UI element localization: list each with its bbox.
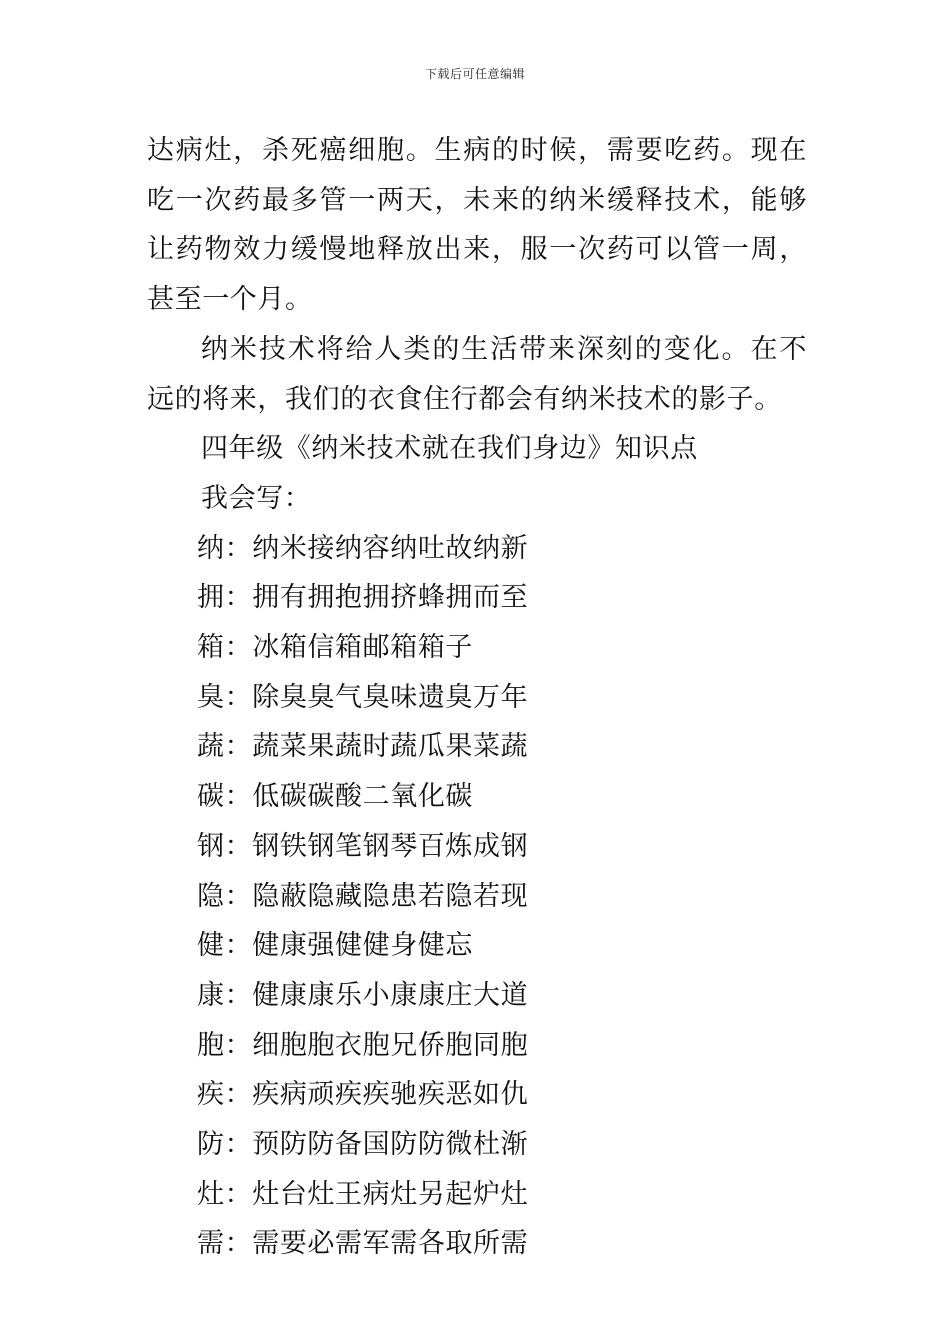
vocab-words: 细胞胞衣胞兄侨胞同胞 xyxy=(252,1029,529,1061)
paragraph-2: 纳米技术将给人类的生活带来深刻的变化。在不远的将来，我们的衣食住行都会有纳米技术的影子。 xyxy=(147,333,807,415)
vocab-words: 隐蔽隐藏隐患若隐若现 xyxy=(252,880,529,912)
document-body xyxy=(147,126,807,1269)
vocab-item xyxy=(147,1070,807,1120)
vocab-separator: ： xyxy=(224,979,253,1011)
vocab-words: 除臭臭气臭味遗臭万年 xyxy=(252,681,529,713)
vocab-separator: ： xyxy=(224,930,253,962)
vocab-char: 康 xyxy=(197,979,225,1011)
vocab-words: 纳米接纳容纳吐故纳新 xyxy=(252,532,529,564)
vocab-separator: ： xyxy=(224,1079,253,1111)
vocab-char: 臭 xyxy=(197,681,225,713)
vocab-separator: ： xyxy=(224,632,253,664)
vocab-separator: ： xyxy=(224,582,253,614)
vocab-item xyxy=(147,971,807,1021)
vocab-separator: ： xyxy=(224,731,253,763)
page-header: 下载后可任意编辑 xyxy=(424,67,525,81)
vocab-char: 碳 xyxy=(197,781,225,813)
vocab-separator: ： xyxy=(224,880,253,912)
vocab-words: 拥有拥抱拥挤蜂拥而至 xyxy=(252,582,529,614)
vocab-words: 冰箱信箱邮箱箱子 xyxy=(252,632,474,664)
vocab-item xyxy=(147,722,807,772)
vocab-words: 健康强健健身健忘 xyxy=(252,930,474,962)
vocab-item xyxy=(147,772,807,822)
vocab-separator: ： xyxy=(224,1029,253,1061)
vocab-separator: ： xyxy=(224,1228,253,1260)
vocab-item xyxy=(147,1120,807,1170)
subheading: 我会写： xyxy=(201,482,312,514)
vocab-separator: ： xyxy=(224,532,253,564)
vocab-words: 钢铁钢笔钢琴百炼成钢 xyxy=(252,830,529,862)
vocab-item xyxy=(147,921,807,971)
vocab-char: 胞 xyxy=(197,1029,225,1061)
vocab-words: 灶台灶王病灶另起炉灶 xyxy=(252,1178,529,1210)
vocab-separator: ： xyxy=(224,781,253,813)
vocab-item xyxy=(147,673,807,723)
vocab-char: 疾 xyxy=(197,1079,225,1111)
vocab-item xyxy=(147,524,807,574)
vocab-item xyxy=(147,573,807,623)
vocab-separator: ： xyxy=(224,1178,253,1210)
vocab-item xyxy=(147,1170,807,1220)
vocab-char: 箱 xyxy=(197,632,225,664)
vocab-char: 拥 xyxy=(197,582,225,614)
vocab-char: 钢 xyxy=(197,830,225,862)
vocab-item xyxy=(147,623,807,673)
vocab-char: 灶 xyxy=(197,1178,225,1210)
vocab-words: 蔬菜果蔬时蔬瓜果菜蔬 xyxy=(252,731,529,763)
vocab-char: 需 xyxy=(197,1228,225,1260)
vocab-separator: ： xyxy=(224,830,253,862)
vocab-words: 疾病顽疾疾驰疾恶如仇 xyxy=(252,1079,529,1111)
vocab-item xyxy=(147,1021,807,1071)
section-title: 四年级《纳米技术就在我们身边》知识点 xyxy=(201,433,698,465)
vocab-words: 需要必需军需各取所需 xyxy=(252,1228,529,1260)
vocab-words: 低碳碳酸二氧化碳 xyxy=(252,781,474,813)
vocab-char: 防 xyxy=(197,1129,225,1161)
vocab-list xyxy=(147,524,807,1270)
vocab-char: 蔬 xyxy=(197,731,225,763)
vocab-char: 隐 xyxy=(197,880,225,912)
vocab-words: 预防防备国防防微杜渐 xyxy=(252,1129,529,1161)
vocab-item xyxy=(147,872,807,922)
paragraph-1: 达病灶，杀死癌细胞。生病的时候，需要吃药。现在吃一次药最多管一两天，未来的纳米缓释技术，能够让药物效力缓慢地释放出来，服一次药可以管一周，甚至一个月。 xyxy=(147,135,807,316)
vocab-item xyxy=(147,822,807,872)
vocab-words: 健康康乐小康康庄大道 xyxy=(252,979,529,1011)
vocab-item xyxy=(147,1219,807,1269)
vocab-char: 健 xyxy=(197,930,225,962)
vocab-char: 纳 xyxy=(197,532,225,564)
vocab-separator: ： xyxy=(224,681,253,713)
vocab-separator: ： xyxy=(224,1129,253,1161)
